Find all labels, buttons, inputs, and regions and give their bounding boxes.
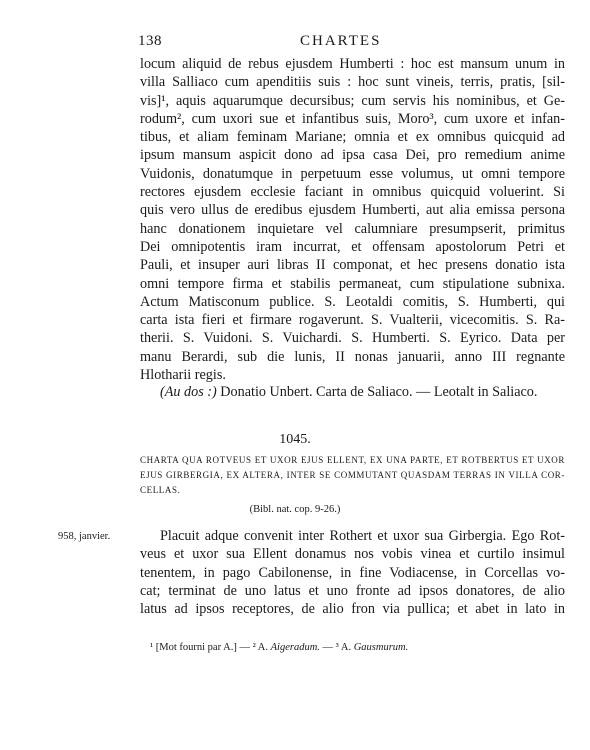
heading-line: CHARTA QUA ROTVEUS ET UXOR EJUS ELLENT, EX UNA PARTE, ET ROTBERTUS ET UXOR <box>140 455 565 465</box>
footnote-2-reading: Aigeradum. <box>270 642 320 653</box>
footnotes <box>150 642 408 653</box>
text-line: Pauli, et insuper auri libras II componat, et hec presens donatio ista <box>140 257 565 274</box>
running-title: CHARTES <box>300 33 382 49</box>
text-line: cat; terminat de uno latus et uno fronte ad ipsos donatores, de alio <box>140 582 565 599</box>
text-line: Dei omnipotentis iram incurrat, et offensam apostolorum Petri et <box>140 238 565 255</box>
text-line: quis vero ullus de eredibus ejusdem Humberti, aut alia emissa persona <box>140 202 565 219</box>
text-line: rectores ejusdem ecclesie faciant in omnibus quicquid voluerint. Si <box>140 184 565 201</box>
text-line: rodum², cum uxori sue et infantibus suis, Moro³, cum uxore et infan- <box>140 110 565 127</box>
endorsement-note <box>160 384 565 401</box>
charter-heading <box>140 453 565 498</box>
text-line: Placuit adque convenit inter Rothert et uxor sua Girbergia. Ego Rot- <box>160 528 565 544</box>
text-line: carta ista fieri et firmare rogaverunt. S. Vualterii, vicecomitis. S. Ra- <box>140 312 565 329</box>
charter-number: 1045. <box>279 432 311 447</box>
footnote-3: — ³ A. <box>319 642 354 653</box>
heading-line: EJUS GIRBERGIA, EX ALTERA, INTER SE COMMUTANT QUASDAM TERRAS IN VILLA COR- <box>140 470 565 480</box>
text-line: ipsum mansum aspicit dono ad ipsa casa Dei, pro remedium anime <box>140 147 565 164</box>
text-line: therii. S. Vuidoni. S. Vuichardi. S. Humberti. S. Eyrico. Data per <box>140 330 565 347</box>
page-number: 138 <box>138 33 162 49</box>
text-line: tenentem, in pago Cabilonense, in fine Vodiacense, in Corcellas vo- <box>140 564 565 581</box>
text-line: vis]¹, aquis aquarumque decursibus; cum servis his nominibus, et Ge- <box>140 92 565 109</box>
text-line: veus et uxor sua Ellent donamus nos vobis vinea et curtilo insimul <box>140 546 565 563</box>
endorsement-text: Donatio Unbert. Carta de Saliaco. — Leotalt in Saliaco. <box>216 384 538 400</box>
heading-line: CELLAS. <box>140 485 181 495</box>
text-line: hanc donationem inquietare vel calumniare presumpserit, primitus <box>140 220 565 237</box>
text-line: Vuidonis, donatumque in perpetuum esse volumus, ut omni tempore <box>140 165 565 182</box>
text-line: manu Berardi, sub die lunis, II nonas januarii, anno III regnante <box>140 348 565 365</box>
charter-text-block <box>140 527 565 618</box>
text-line: tibus, et aliam feminam Mariane; omnia et ex omnibus quicquid ad <box>140 129 565 146</box>
source-citation: (Bibl. nat. cop. 9-26.) <box>249 504 341 515</box>
main-text-block <box>140 55 565 384</box>
text-line: omni tempore firma et stabilis permaneat, cum stipulatione subnixa. <box>140 275 565 292</box>
endorsement-label: (Au dos :) <box>160 384 217 400</box>
footnote-1: ¹ [Mot fourni par A.] — ² A. <box>150 642 271 653</box>
text-line: villa Salliaco cum apenditiis suis : hoc sunt vineis, terris, pratis, [sil- <box>140 74 565 91</box>
margin-date: 958, janvier. <box>58 531 111 542</box>
text-line: Hlotharii regis. <box>140 367 226 384</box>
footnote-3-reading: Gausmurum. <box>353 642 409 653</box>
text-line: locum aliquid de rebus ejusdem Humberti : hoc est mansum unum in <box>140 56 565 72</box>
text-line: Actum Matisconum publice. S. Leotaldi comitis, S. Humberti, qui <box>140 293 565 310</box>
text-line: latus ad ipsos receptores, de alio fron via pullica; et abet in lato in <box>140 601 565 618</box>
